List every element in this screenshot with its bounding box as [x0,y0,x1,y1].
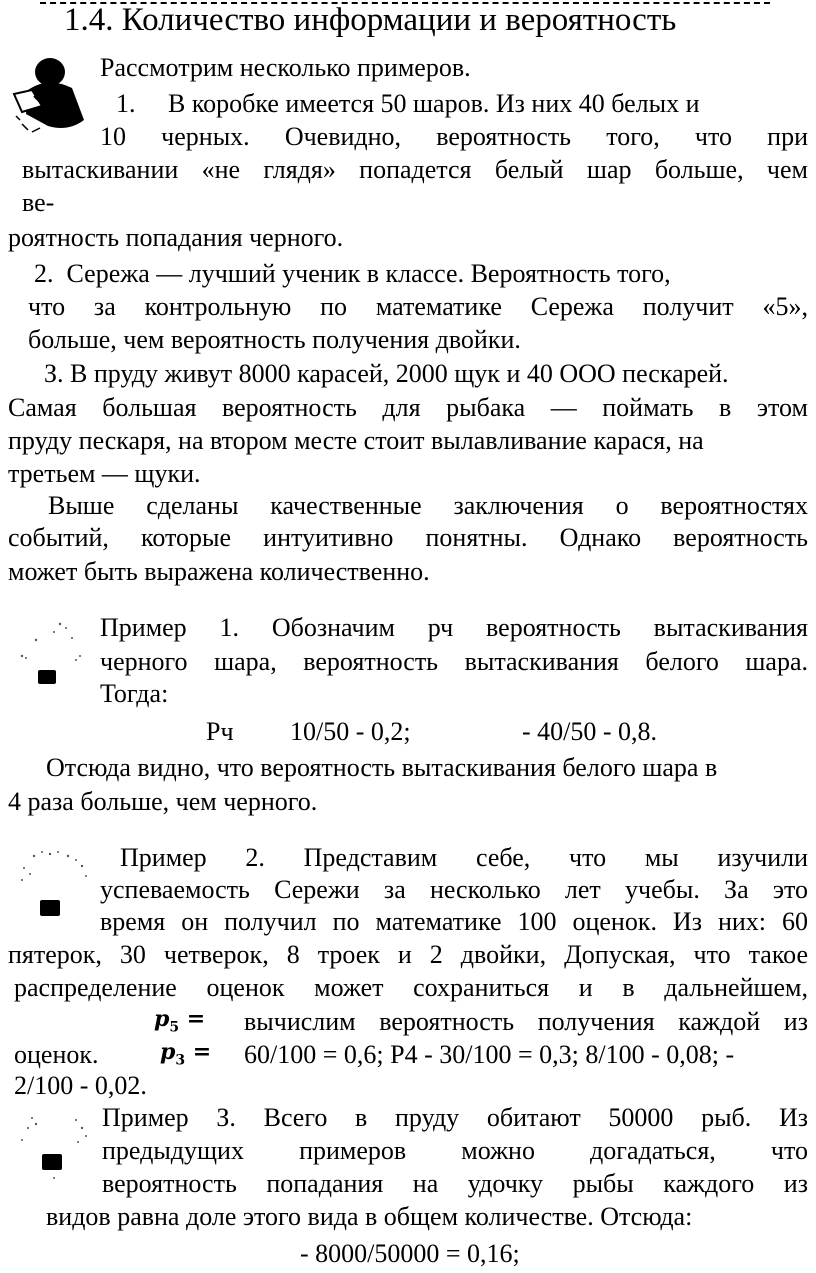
lightbulb-icon [14,618,94,690]
student-writing-icon [8,54,100,144]
item2-line1: 2. Сережа — лучший ученик в классе. Вероятность того, [34,259,671,288]
item1-line4: ве- [22,188,55,217]
example1-conclusion1: Отсюда видно, что вероятность вытаскивания белого шара в [46,753,718,782]
item3-line3: пруду пескаря, на втором месте стоит вылавливание карася, на [8,426,704,455]
item1-line2: 10 черных. Очевидно, вероятность того, что при [100,122,808,151]
example1-line3: Тогда: [100,679,169,708]
example1-formula-black: 10/50 - 0,2; [290,717,411,746]
example2-line1: Пример 2. Представим себе, что мы изучили [120,843,808,872]
example1-formula-white: - 40/50 - 0,8. [522,717,658,746]
intro-text: Рассмотрим несколько примеров. [100,53,471,82]
item3-line2: Самая большая вероятность для рыбака — поймать в этом [8,393,808,422]
item3-line1: З. В пруду живут 8000 карасей, 2000 щук и 40 ООО пескарей. [44,359,729,388]
item1-line3: вытаскивании «не глядя» попадется белый шар больше, чем [22,155,808,184]
item1-line1: 1. В коробке имеется 50 шаров. Из них 40 белых и [116,89,700,118]
example2-line6: вычислим вероятность получения каждой из [244,1007,808,1036]
example2-line4: пятерок, 30 четверок, 8 троек и 2 двойки, Допуская, что такое [8,940,808,969]
example3-line4: видов равна доле этого вида в общем количестве. Отсюда: [46,1202,693,1231]
p3-symbol: $p_3$ = [160,1039,212,1069]
example2-line7-end: 60/100 = 0,6; Р4 - 30/100 = 0,3; 8/100 - 0,08; - [244,1040,735,1069]
example1-conclusion2: 4 раза больше, чем черного. [8,787,318,816]
example1-line2: черного шара, вероятность вытаскивания белого шара. [100,647,808,676]
example3-line2: предыдущих примеров можно догадаться, что [102,1136,808,1165]
item3-line4: третьем — щуки. [8,459,201,488]
example1-formula-pch: Рч [206,717,234,746]
p5-symbol: $p_5$ = [154,1006,206,1036]
example2-line5: распределение оценок может сохраниться и в дальнейшем, [14,973,808,1002]
example2-line3: время он получил по математике 100 оценок. Из них: 60 [100,907,808,936]
example3-formula: - 8000/50000 = 0,16; [300,1239,520,1268]
example2-line2: успеваемость Сережи за несколько лет учебы. За это [100,875,808,904]
summary-line2: событий, которые интуитивно понятны. Однако вероятность [8,523,808,552]
item2-line2: что за контрольную по математике Сережа получит «5», [28,292,808,321]
summary-line3: может быть выражена количественно. [8,557,430,586]
example3-line1: Пример З. Всего в пруду обитают 50000 рыб. Из [102,1103,808,1132]
example1-line1: Пример 1. Обозначим рч вероятность вытаскивания [100,613,808,642]
example3-line3: вероятность попадания на удочку рыбы каждого из [102,1169,808,1198]
summary-line1: Выше сделаны качественные заключения о вероятностях [48,491,808,520]
item2-line3: больше, чем вероятность получения двойки. [28,325,521,354]
lightbulb-icon [14,1110,100,1186]
example2-line7-start: оценок. [14,1040,99,1069]
example2-line8: 2/100 - 0,02. [14,1071,147,1100]
lightbulb-icon [14,846,100,926]
item1-line5: роятность попадания черного. [8,223,344,252]
section-heading: 1.4. Количество информации и вероятность [64,2,677,38]
